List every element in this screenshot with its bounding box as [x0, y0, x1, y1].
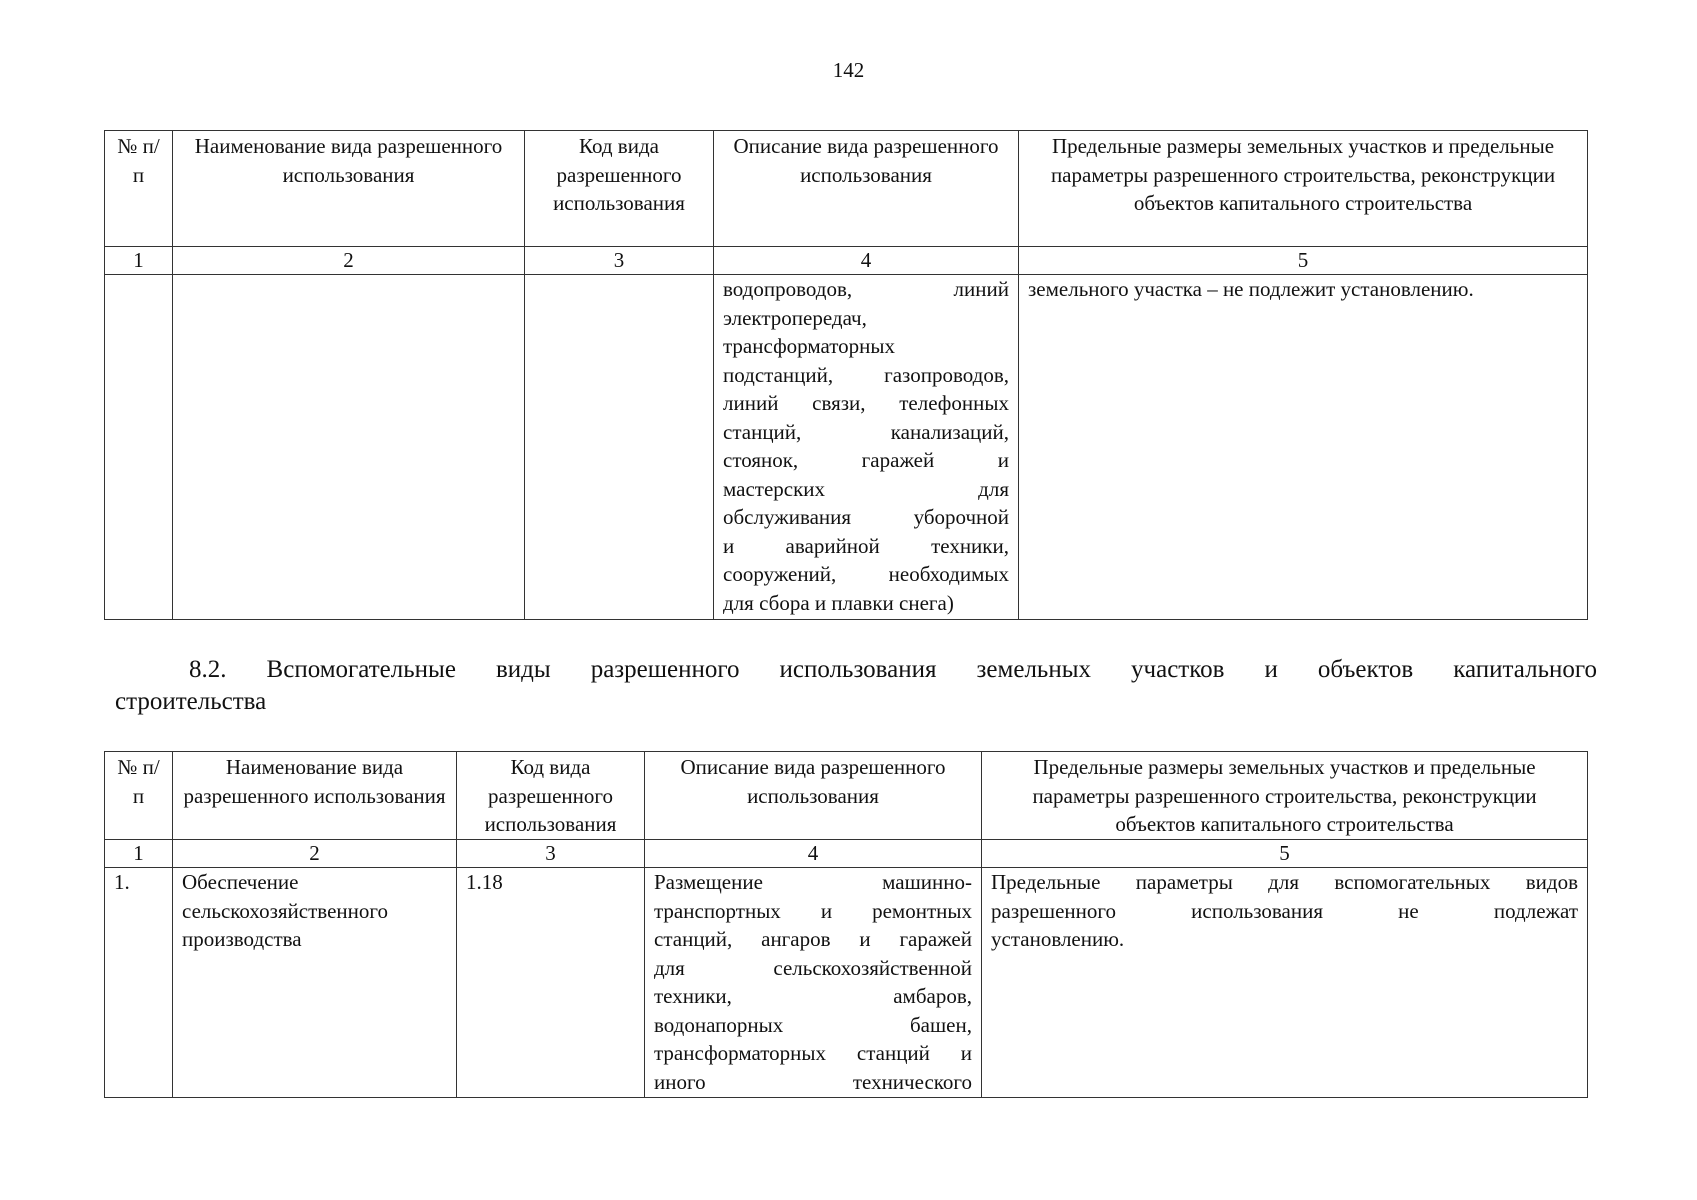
table-header-row: [105, 752, 1588, 840]
description-line: станций, ангаров и гаражей: [654, 927, 972, 951]
table-header-row: [105, 131, 1588, 247]
description-line: для сельскохозяйственной: [654, 955, 972, 980]
section-heading-line: 8.2. Вспомогательные виды разрешенного использования земельных участков и объектов капитального: [189, 656, 1597, 683]
description-line: подстанций, газопроводов,: [723, 362, 1009, 387]
description-line: стоянок, гаражей и: [723, 448, 1009, 472]
description-line: водопроводов, линий: [723, 277, 1009, 301]
column-number: 1: [105, 840, 173, 868]
description-line: обслуживания уборочной: [723, 505, 1009, 529]
cell-description: [714, 275, 1019, 620]
main-use-table: [104, 130, 1588, 620]
column-number-row: [105, 840, 1588, 868]
auxiliary-use-table: [104, 751, 1588, 1098]
description-line: Размещение машинно-: [654, 870, 972, 894]
header-name: Наименование вида разрешенного использования: [173, 752, 457, 840]
description-line: станций, канализаций,: [723, 419, 1009, 444]
cell-num: 1.: [105, 868, 173, 1098]
header-limits: Предельные размеры земельных участков и предельные параметры разрешенного строительства, реконструкции объектов капитального строительства: [1019, 131, 1588, 247]
section-heading: [115, 654, 1597, 718]
cell-name: Обеспечение сельскохозяйственного производства: [173, 868, 457, 1098]
column-number: 2: [173, 247, 525, 275]
description-line: трансформаторных станций и: [654, 1041, 972, 1065]
column-number-row: [105, 247, 1588, 275]
description-line: техники, амбаров,: [654, 984, 972, 1008]
header-description: Описание вида разрешенного использования: [645, 752, 982, 840]
column-number: 2: [173, 840, 457, 868]
table-row: [105, 868, 1588, 1098]
column-number: 5: [1019, 247, 1588, 275]
description-line: мастерских для: [723, 476, 1009, 501]
page-number: 142: [832, 58, 865, 82]
cell-limits: земельного участка – не подлежит установлению.: [1019, 275, 1588, 620]
limits-line: установлению.: [991, 927, 1125, 951]
cell-limits: [982, 868, 1588, 1098]
column-number: 5: [982, 840, 1588, 868]
cell-description: [645, 868, 982, 1098]
description-line: сооружений, необходимых: [723, 562, 1009, 586]
description-line: транспортных и ремонтных: [654, 898, 972, 923]
cell-code: 1.18: [457, 868, 645, 1098]
description-line: и аварийной техники,: [723, 533, 1009, 558]
cell-num: [105, 275, 173, 620]
section-heading-line: строительства: [115, 688, 267, 715]
column-number: 4: [645, 840, 982, 868]
limits-line: разрешенного использования не подлежат: [991, 898, 1578, 923]
limits-line: Предельные параметры для вспомогательных видов: [991, 870, 1578, 894]
header-code: Код вида разрешенного использования: [457, 752, 645, 840]
description-line: трансформаторных: [723, 334, 896, 358]
description-line: электропередач,: [723, 305, 867, 330]
header-num: № п/п: [105, 752, 173, 840]
header-limits: Предельные размеры земельных участков и предельные параметры разрешенного строительства, реконструкции объектов капитального строительства: [982, 752, 1588, 840]
header-code: Код вида разрешенного использования: [525, 131, 714, 247]
description-line: для сбора и плавки снега): [723, 590, 954, 615]
column-number: 1: [105, 247, 173, 275]
cell-code: [525, 275, 714, 620]
description-line: водонапорных башен,: [654, 1012, 972, 1037]
table-row: [105, 275, 1588, 620]
cell-name: [173, 275, 525, 620]
column-number: 4: [714, 247, 1019, 275]
description-line: линий связи, телефонных: [723, 391, 1009, 415]
header-name: Наименование вида разрешенного использования: [173, 131, 525, 247]
description-line: иного технического: [654, 1069, 972, 1094]
column-number: 3: [525, 247, 714, 275]
header-num: № п/п: [105, 131, 173, 247]
header-description: Описание вида разрешенного использования: [714, 131, 1019, 247]
column-number: 3: [457, 840, 645, 868]
